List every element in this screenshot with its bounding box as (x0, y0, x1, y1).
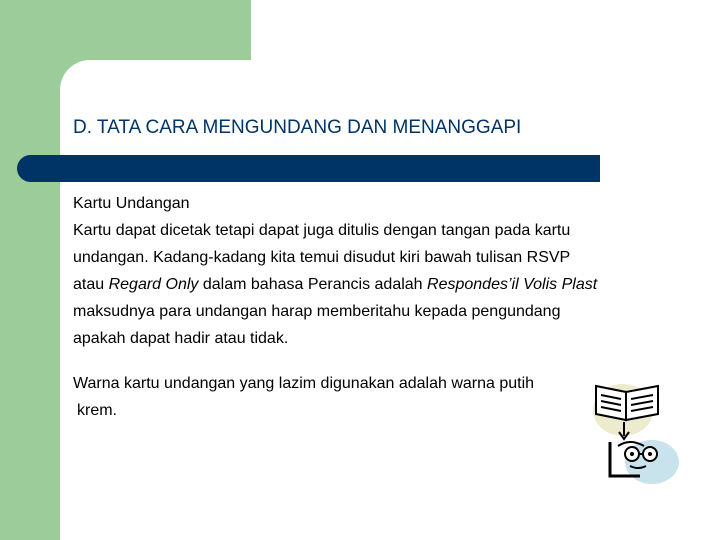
paragraph-line: krem. (77, 402, 117, 419)
subheading: Kartu Undangan (73, 195, 190, 212)
text-fragment: dalam bahasa Perancis adalah (198, 276, 428, 293)
paragraph-line: apakah dapat hadir atau tidak. (73, 330, 289, 347)
open-book-icon (596, 386, 658, 420)
paragraph-line: Warna kartu undangan yang lazim digunakan adalah warna putih (73, 375, 535, 392)
slide-title: D. TATA CARA MENGUNDANG DAN MENANGGAPI (73, 117, 522, 138)
slide-body (73, 190, 673, 424)
text-fragment: atau (73, 276, 109, 293)
title-underline-bar (17, 155, 600, 182)
paragraph-line: maksudnya para undangan harap memberitahu kepada pengundang (73, 303, 561, 320)
paragraph-line: Kartu dapat dicetak tetapi dapat juga ditulis dengan tangan pada kartu (73, 222, 571, 239)
italic-term: Regard Only (108, 276, 199, 293)
paragraph-spacer (73, 352, 673, 370)
book-and-reader-clipart-icon (590, 380, 680, 490)
italic-term: Respondes’il Volis Plast (427, 276, 598, 293)
paragraph-line-with-italics (73, 271, 673, 298)
paragraph-line: undangan. Kadang-kadang kita temui disudut kiri bawah tulisan RSVP (73, 249, 571, 266)
